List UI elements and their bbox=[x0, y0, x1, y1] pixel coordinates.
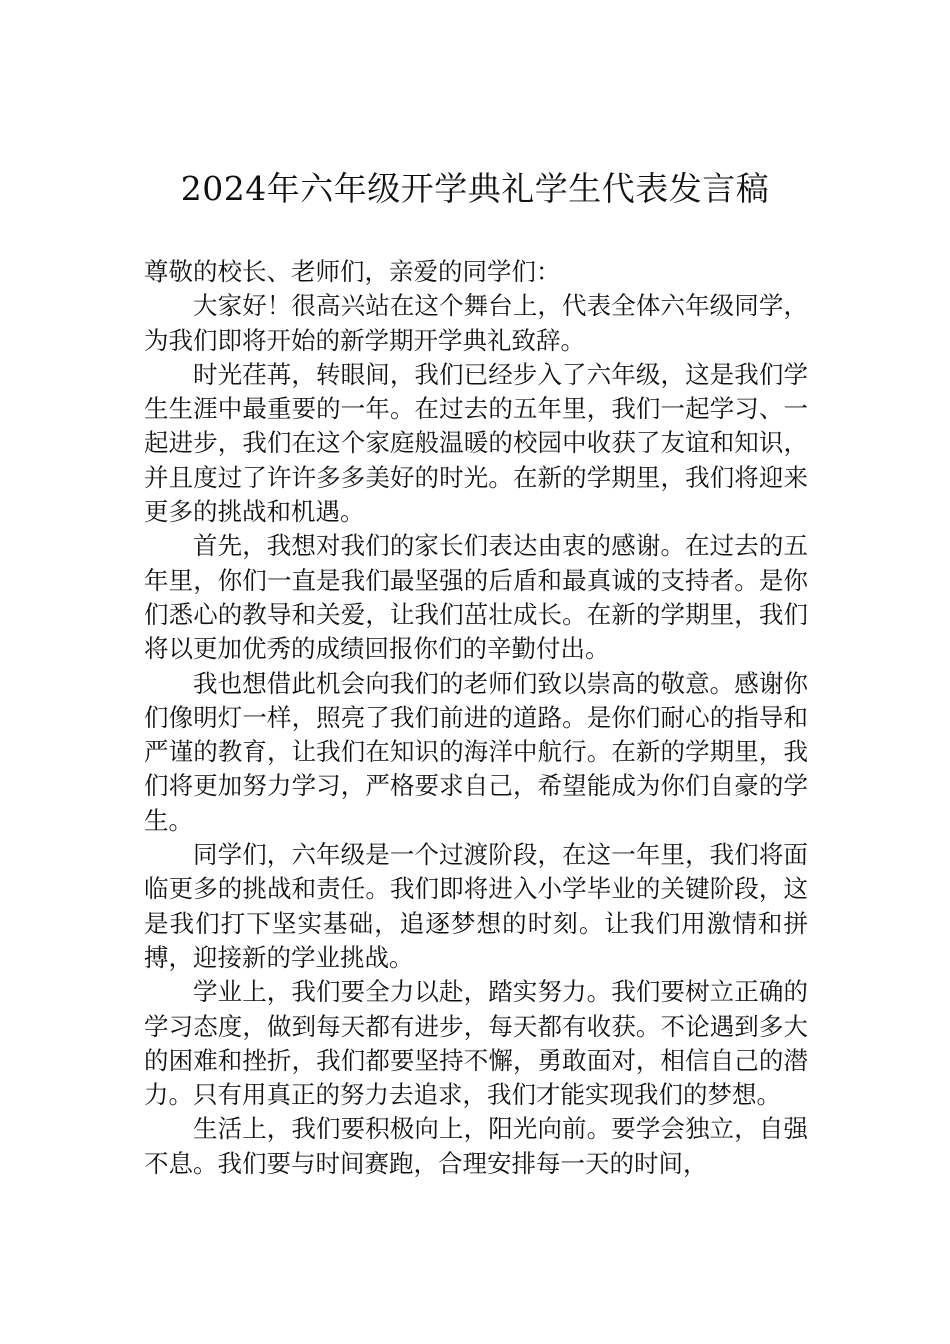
paragraph: 首先，我想对我们的家长们表达由衷的感谢。在过去的五年里，你们一直是我们最坚强的后盾和最真诚的支持者。是你们悉心的教导和关爱，让我们茁壮成长。在新的学期里，我们将以更加优秀的成绩回报你们的辛勤付出。 bbox=[144, 531, 808, 664]
document-title: 2024年六年级开学典礼学生代表发言稿 bbox=[180, 169, 770, 208]
paragraph: 我也想借此机会向我们的老师们致以崇高的敬意。感谢你们像明灯一样，照亮了我们前进的道路。是你们耐心的指导和严谨的教育，让我们在知识的海洋中航行。在新的学期里，我们将更加努力学习，严格要求自己，希望能成为你们自豪的学生。 bbox=[144, 668, 808, 835]
salutation: 尊敬的校长、老师们，亲爱的同学们： bbox=[144, 257, 561, 286]
paragraph: 时光荏苒，转眼间，我们已经步入了六年级，这是我们学生生涯中最重要的一年。在过去的五年里，我们一起学习、一起进步，我们在这个家庭般温暖的校园中收获了友谊和知识，并且度过了许许多多美好的时光。在新的学期里，我们将迎来更多的挑战和机遇。 bbox=[144, 359, 808, 527]
paragraph: 大家好！很高兴站在这个舞台上，代表全体六年级同学，为我们即将开始的新学期开学典礼致辞。 bbox=[144, 291, 808, 355]
paragraph: 生活上，我们要积极向上，阳光向前。要学会独立，自强不息。我们要与时间赛跑，合理安排每一天的时间， bbox=[144, 1114, 808, 1178]
paragraph: 同学们，六年级是一个过渡阶段，在这一年里，我们将面临更多的挑战和责任。我们即将进入小学毕业的关键阶段，这是我们打下坚实基础，追逐梦想的时刻。让我们用激情和拼搏，迎接新的学业挑战。 bbox=[144, 840, 808, 972]
paragraph: 学业上，我们要全力以赴，踏实努力。我们要树立正确的学习态度，做到每天都有进步，每天都有收获。不论遇到多大的困难和挫折，我们都要坚持不懈，勇敢面对，相信自己的潜力。只有用真正的努力去追求，我们才能实现我们的梦想。 bbox=[144, 977, 808, 1110]
document-body bbox=[144, 255, 808, 1181]
